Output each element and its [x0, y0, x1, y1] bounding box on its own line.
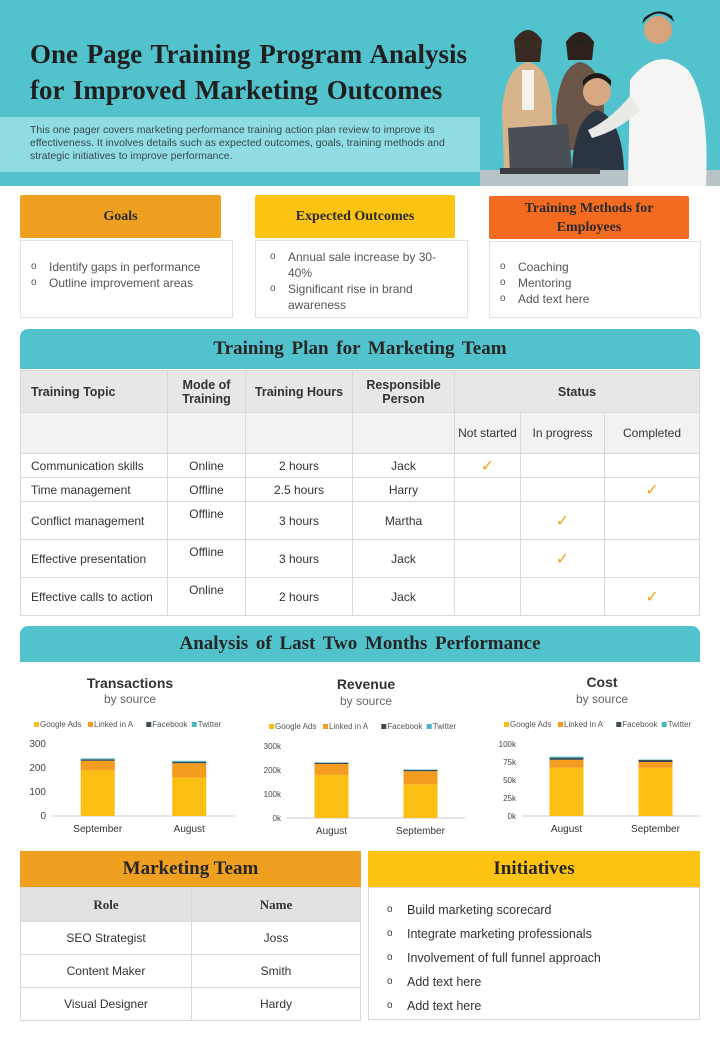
list-item: o Annual sale increase by 30-40%: [270, 249, 450, 281]
status-in-progress: In progress: [521, 413, 605, 454]
marketing-team-header: Marketing Team: [20, 851, 361, 887]
y-tick-label: 0k: [507, 812, 516, 821]
legend-swatch: [616, 722, 621, 727]
training-plan-table: [20, 370, 700, 616]
bar-segment: [81, 761, 115, 771]
bar-segment: [550, 757, 584, 758]
table-row: Time management Offline 2.5 hours Harry ✓: [21, 478, 700, 502]
training-plan-banner: Training Plan for Marketing Team: [20, 329, 700, 369]
legend-swatch: [662, 722, 667, 727]
chart-subtitle-transactions: by source: [103, 692, 157, 706]
y-tick-label: 100k: [263, 790, 281, 799]
bar-segment: [404, 771, 438, 784]
legend-label: Linked in A: [329, 722, 369, 731]
bar-segment: [81, 770, 115, 816]
col-hours: Training Hours: [246, 371, 353, 413]
page-description: This one pager covers marketing performance training action plan review to improve its effectiveness. It involves details such as expected outcomes, goals, training methods and strategic initiatives to improve performance.: [30, 124, 445, 162]
check-icon: ✓: [480, 457, 495, 475]
legend-swatch: [504, 722, 509, 727]
x-tick-label: August: [173, 824, 205, 835]
y-tick-label: 300k: [263, 742, 281, 751]
list-item: o Mentoring: [500, 275, 700, 291]
methods-box: [489, 241, 701, 318]
legend-label: Twitter: [197, 720, 222, 729]
y-tick-label: 100: [29, 787, 46, 798]
list-item: o Add text here: [500, 291, 700, 307]
bar-segment: [550, 760, 584, 768]
legend-label: Facebook: [387, 722, 423, 731]
outcomes-list: [270, 249, 450, 313]
legend-label: Google Ads: [40, 720, 82, 729]
transactions-chart: [20, 712, 245, 842]
bar-segment: [404, 784, 438, 818]
goals-title: Goals: [103, 209, 138, 224]
page-title: One Page Training Program Analysis for Improved Marketing Outcomes: [30, 39, 468, 105]
bar-segment: [81, 758, 115, 759]
bar-segment: [639, 760, 673, 762]
list-item: o Build marketing scorecard: [387, 898, 699, 922]
table-row: Effective presentation Offline 3 hours Jack ✓: [21, 540, 700, 578]
legend-swatch: [88, 722, 93, 727]
legend-label: Facebook: [622, 720, 658, 729]
x-tick-label: September: [396, 826, 445, 837]
x-tick-label: August: [315, 826, 348, 837]
revenue-chart: [255, 714, 475, 844]
x-tick-label: September: [73, 824, 123, 835]
bar-segment: [404, 770, 438, 771]
methods-list: [500, 259, 700, 307]
outcomes-box: [255, 240, 468, 318]
x-tick-label: August: [550, 824, 583, 835]
bar-segment: [315, 775, 349, 818]
list-item: o Coaching: [500, 259, 700, 275]
y-tick-label: 200: [29, 763, 46, 774]
col-person: Responsible Person: [353, 371, 455, 413]
col-role: Role: [21, 888, 192, 922]
y-tick-label: 100k: [498, 740, 516, 749]
bar-segment: [172, 763, 206, 777]
check-icon: ✓: [555, 550, 570, 568]
legend-label: Twitter: [432, 722, 457, 731]
table-row: Conflict management Offline 3 hours Martha ✓: [21, 502, 700, 540]
legend-label: Google Ads: [275, 722, 317, 731]
list-item: o Outline improvement areas: [31, 275, 232, 291]
legend-swatch: [427, 724, 432, 729]
bar-segment: [172, 761, 206, 762]
legend-swatch: [323, 724, 328, 729]
bar-segment: [315, 763, 349, 764]
table-row: Communication skills Online 2 hours Jack ✓: [21, 454, 700, 478]
table-row: SEO Strategist Joss: [21, 922, 361, 955]
legend-label: Facebook: [152, 720, 188, 729]
status-completed: Completed: [605, 413, 700, 454]
table-row: Visual Designer Hardy: [21, 988, 361, 1021]
legend-label: Linked in A: [94, 720, 134, 729]
col-name: Name: [192, 888, 361, 922]
bar-segment: [172, 778, 206, 816]
list-item: o Add text here: [387, 994, 699, 1018]
outcomes-title: Expected Outcomes: [295, 209, 415, 224]
legend-swatch: [146, 722, 151, 727]
chart-title-transactions: Transactions: [86, 675, 174, 691]
header: [0, 0, 720, 186]
chart-title-revenue: Revenue: [336, 676, 396, 692]
col-mode: Mode of Training: [168, 371, 246, 413]
initiatives-list: [387, 898, 699, 1018]
y-tick-label: 300: [29, 739, 46, 750]
list-item: o Identify gaps in performance: [31, 259, 232, 275]
check-icon: ✓: [555, 512, 570, 530]
check-icon: ✓: [645, 481, 659, 499]
y-tick-label: 0k: [272, 814, 281, 823]
table-row: Content Maker Smith: [21, 955, 361, 988]
legend-swatch: [269, 724, 274, 729]
col-topic: Training Topic: [21, 371, 168, 413]
bar-segment: [172, 762, 206, 763]
col-status: Status: [455, 371, 700, 413]
bar-segment: [550, 768, 584, 816]
legend-swatch: [381, 724, 386, 729]
legend-swatch: [192, 722, 197, 727]
chart-subtitle-cost: by source: [575, 692, 629, 706]
marketing-team-table: [20, 887, 361, 1021]
list-item: o Involvement of full funnel approach: [387, 946, 699, 970]
y-tick-label: 75k: [503, 758, 516, 767]
analysis-banner: Analysis of Last Two Months Performance: [20, 626, 700, 662]
initiatives-header: Initiatives: [368, 851, 700, 887]
legend-label: Linked in A: [564, 720, 604, 729]
y-tick-label: 50k: [503, 776, 516, 785]
goals-box: [20, 240, 233, 318]
outcomes-header: [255, 195, 455, 238]
chart-title-cost: Cost: [586, 674, 618, 690]
legend-swatch: [34, 722, 39, 727]
goals-list: [31, 259, 232, 291]
bar-segment: [639, 762, 673, 768]
methods-header: [489, 196, 689, 239]
legend-label: Google Ads: [510, 720, 552, 729]
list-item: o Add text here: [387, 970, 699, 994]
list-item: o Significant rise in brand awareness: [270, 281, 450, 313]
bar-segment: [550, 758, 584, 760]
table-row: Effective calls to action Online 2 hours Jack ✓: [21, 578, 700, 616]
y-tick-label: 0: [40, 811, 46, 822]
chart-subtitle-revenue: by source: [339, 694, 393, 708]
list-item: o Integrate marketing professionals: [387, 922, 699, 946]
team-photo: [480, 0, 720, 186]
legend-label: Twitter: [667, 720, 692, 729]
goals-header: [20, 195, 221, 238]
methods-title: Training Methods for Employees: [524, 200, 654, 235]
y-tick-label: 25k: [503, 794, 516, 803]
initiatives-box: [368, 887, 700, 1020]
x-tick-label: September: [631, 824, 680, 835]
status-not-started: Not started: [455, 413, 521, 454]
legend-swatch: [558, 722, 563, 727]
cost-chart: [490, 712, 710, 842]
bar-segment: [639, 768, 673, 816]
bar-segment: [81, 759, 115, 760]
bar-segment: [315, 764, 349, 775]
check-icon: ✓: [645, 588, 659, 606]
y-tick-label: 200k: [263, 766, 281, 775]
